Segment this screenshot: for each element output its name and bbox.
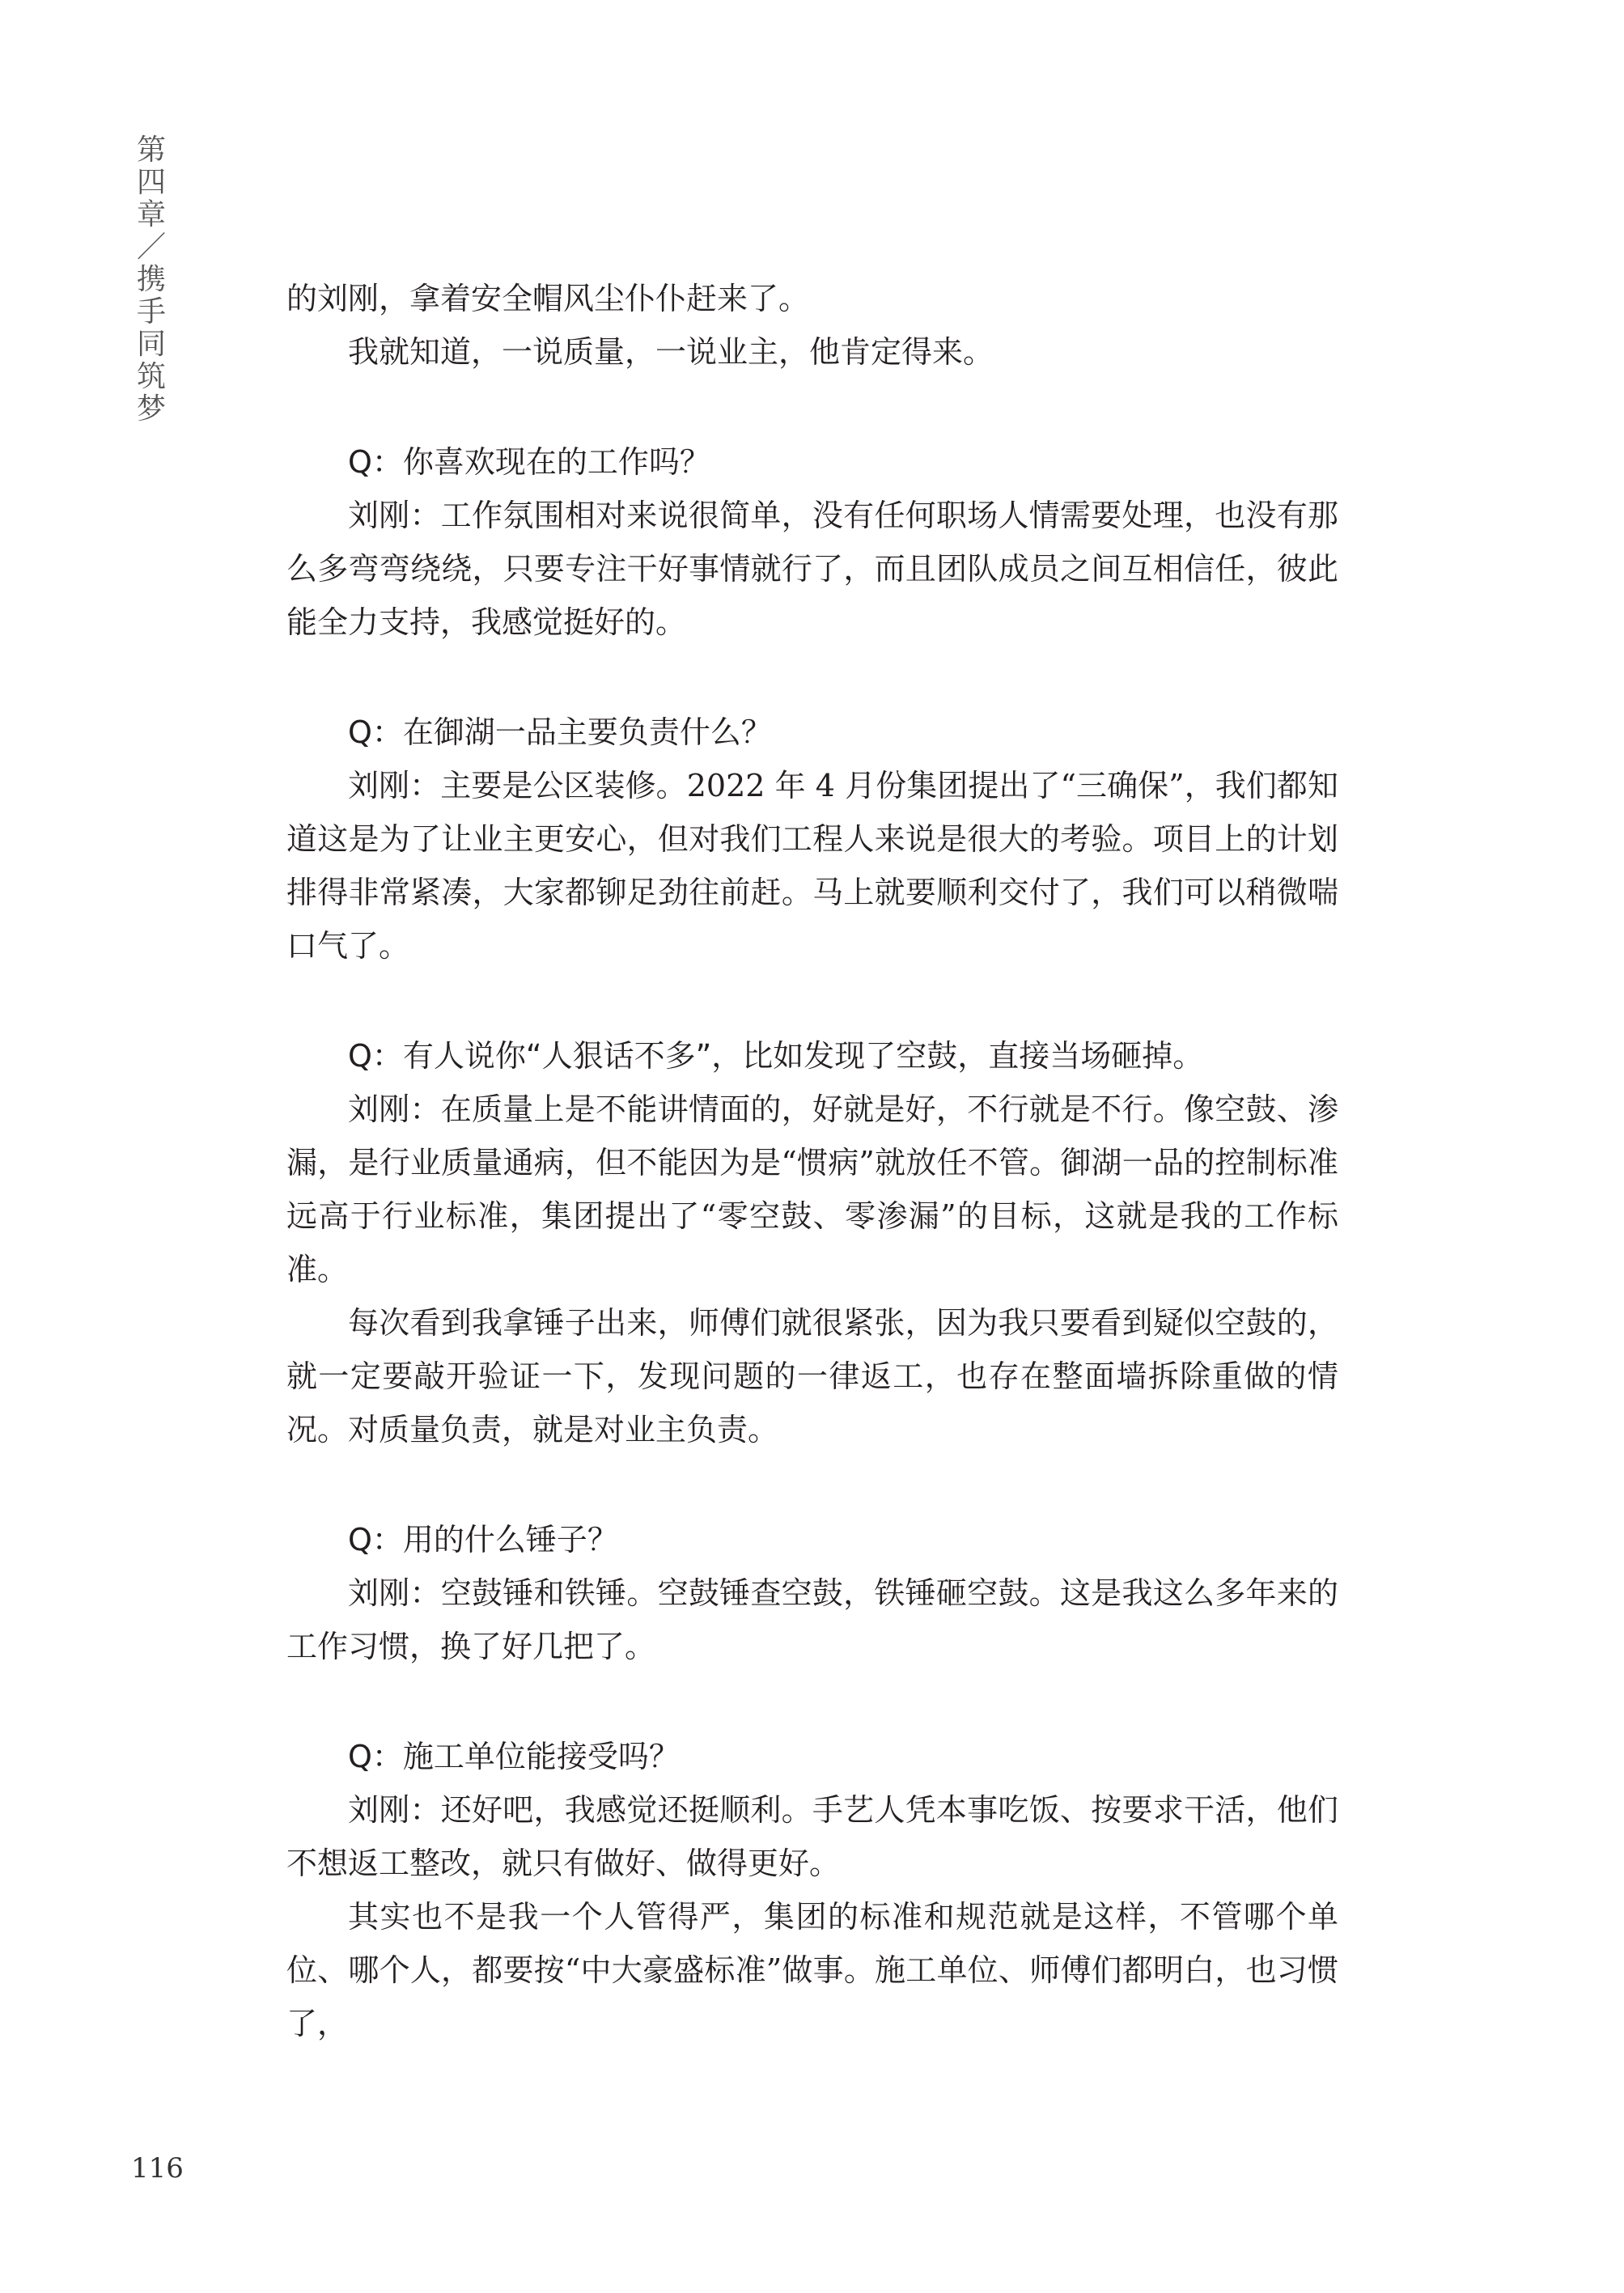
running-head-char: 筑 — [136, 360, 166, 393]
body-paragraph: 我就知道，一说质量，一说业主，他肯定得来。 — [348, 334, 994, 370]
page-number: 116 — [131, 2152, 184, 2185]
running-head-char: 手 — [136, 295, 166, 328]
running-head-char: 梦 — [136, 392, 166, 426]
question-heading: Q：在御湖一品主要负责什么？ — [348, 714, 772, 750]
running-head-char: 章 — [136, 198, 166, 231]
running-head-char: 同 — [136, 328, 166, 361]
running-head — [131, 134, 172, 426]
body-paragraph: 刘刚：空鼓锤和铁锤。空鼓锤查空鼓，铁锤砸空鼓。这是我这么多年来的工作习惯，换了好几把了。 — [286, 1575, 1338, 1664]
body-paragraph: 刘刚：主要是公区装修。2022 年 4 月份集团提出了“三确保”，我们都知道这是为了让业主更安心，但对我们工程人来说是很大的考验。项目上的计划排得非常紧凑，大家都铆足劲往前赶。马上就要顺利交付了，我们可以稍微喘口气了。 — [286, 768, 1338, 964]
body-paragraph: 其实也不是我一个人管得严，集团的标准和规范就是这样，不管哪个单位、哪个人，都要按“中大豪盛标准”做事。施工单位、师傅们都明白，也习惯了， — [286, 1899, 1338, 2041]
question-heading: Q：用的什么锤子？ — [348, 1522, 618, 1558]
body-paragraph: 每次看到我拿锤子出来，师傅们就很紧张，因为我只要看到疑似空鼓的，就一定要敲开验证一下，发现问题的一律返工，也存在整面墙拆除重做的情况。对质量负责，就是对业主负责。 — [286, 1305, 1338, 1447]
page-content — [286, 272, 1338, 2050]
question-heading: Q：施工单位能接受吗？ — [348, 1739, 680, 1774]
running-head-char: 四 — [136, 166, 166, 199]
body-paragraph: 刘刚：工作氛围相对来说很简单，没有任何职场人情需要处理，也没有那么多弯弯绕绕，只要专注干好事情就行了，而且团队成员之间互相信任，彼此能全力支持，我感觉挺好的。 — [286, 498, 1338, 640]
question-heading: Q：你喜欢现在的工作吗？ — [348, 444, 710, 480]
body-paragraph: 刘刚：在质量上是不能讲情面的，好就是好，不行就是不行。像空鼓、渗漏，是行业质量通病，但不能因为是“惯病”就放任不管。御湖一品的控制标准远高于行业标准，集团提出了“零空鼓、零渗漏”的目标，这就是我的工作标准。 — [286, 1091, 1338, 1287]
running-head-char: 携 — [136, 263, 166, 296]
question-heading: Q：有人说你“人狠话不多”，比如发现了空鼓，直接当场砸掉。 — [348, 1038, 1204, 1074]
running-head-char: ／ — [136, 231, 166, 264]
body-paragraph: 刘刚：还好吧，我感觉还挺顺利。手艺人凭本事吃饭、按要求干活，他们不想返工整改，就只有做好、做得更好。 — [286, 1792, 1338, 1881]
body-paragraph: 的刘刚，拿着安全帽风尘仆仆赶来了。 — [286, 281, 810, 316]
running-head-char: 第 — [136, 134, 166, 167]
